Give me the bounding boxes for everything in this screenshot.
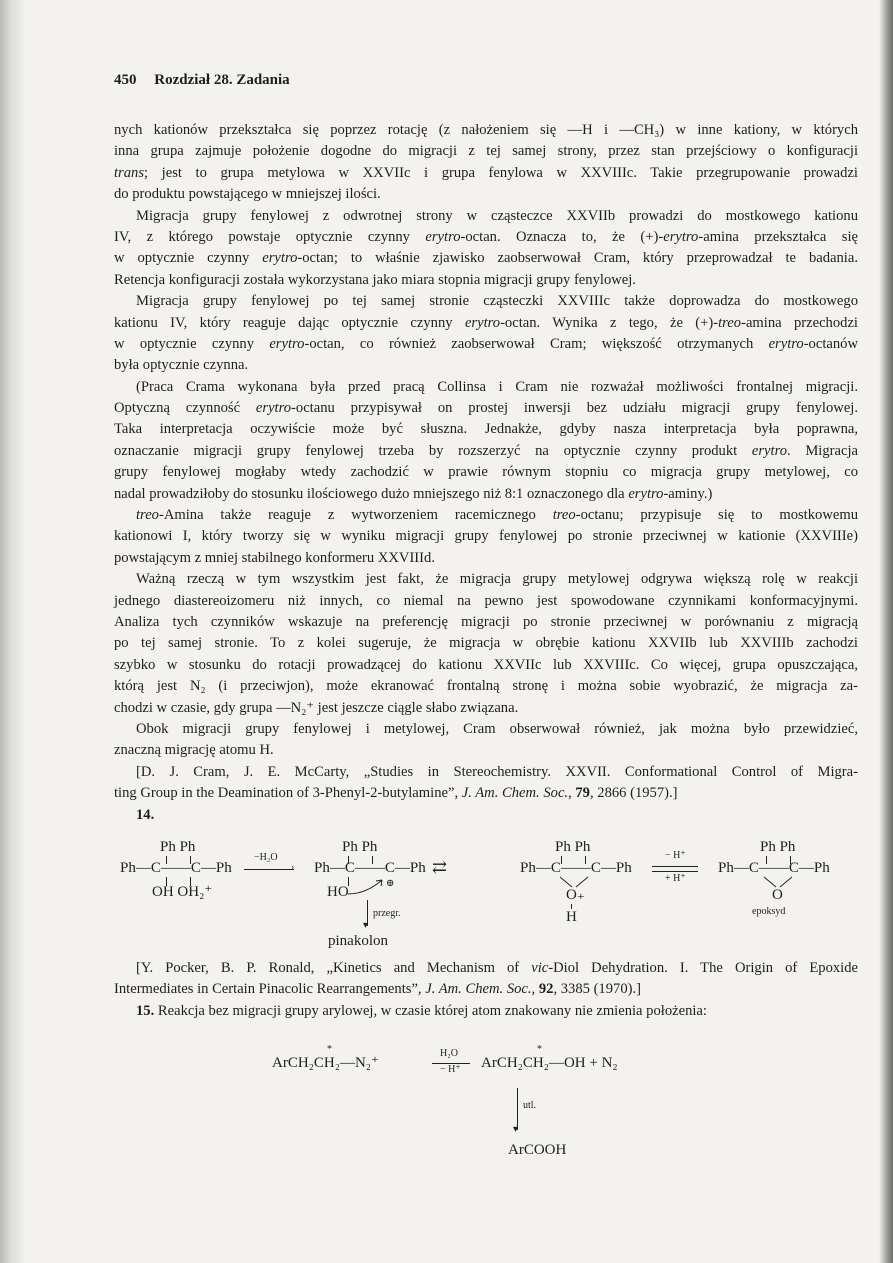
text: -octanu przypisywał on prostej inwersji bez udziału migracji grupy fenylowej.	[291, 400, 859, 417]
text-line	[114, 248, 858, 269]
text: (Praca Crama wykonana była przed pracą Collinsa i Cram nie rozważał możliwości frontalnej migracji.	[136, 378, 858, 395]
paragraph	[114, 206, 858, 292]
bold-text: 92	[538, 981, 554, 998]
paragraph	[114, 569, 858, 719]
text: . Migracja	[787, 442, 858, 459]
text-line	[114, 698, 858, 719]
final-product: ArCOOH	[508, 1142, 567, 1158]
text: IV, z którego powstaje optycznie czynny	[114, 228, 426, 245]
italic-text: treo	[136, 507, 159, 524]
reverse-arrow	[652, 871, 698, 872]
text: Taka interpretacja oczywiście może być słuszna. Jednakże, gdyby nasza interpretacja była poprawna,	[114, 421, 858, 438]
text: powstającym z mniej stabilnego konformeru XXVIIId.	[114, 549, 435, 566]
text: Intermediates in Certain Pinacolic Rearrangements”,	[114, 981, 426, 998]
equilibrium-arrow-icon: ⇄	[432, 857, 448, 877]
s3-oxonium: O₊	[566, 887, 585, 903]
s2-hydroxyl: HO	[327, 884, 349, 900]
text-line	[114, 313, 858, 334]
text-line	[114, 184, 858, 205]
reaction-arrow	[244, 869, 294, 870]
s3-phenyls: Ph Ph	[555, 839, 591, 855]
text: Migracja grupy fenylowej po tej samej stronie cząsteczki XXVIIIc także doprowadza do mostkowego	[136, 293, 858, 310]
text-line	[114, 206, 858, 227]
arrow3-top-label: − H⁺	[665, 850, 686, 861]
text: Ważną rzeczą w tym wszystkim jest fakt, że migracja grupy metylowej odgrywa większą rolę w reakcji	[136, 571, 858, 588]
text-line	[114, 291, 858, 312]
paragraph	[114, 958, 858, 1001]
s3-hydrogen: H	[566, 909, 577, 925]
curved-arrow-icon	[346, 876, 386, 898]
scan-shadow-left	[0, 0, 26, 1263]
italic-text: erytro	[464, 314, 501, 331]
text-line	[114, 441, 858, 462]
italic-text: vic	[531, 960, 549, 976]
arrow-head-icon: ▾	[513, 1124, 519, 1135]
text-line	[114, 1001, 858, 1022]
text-line	[114, 676, 858, 697]
s2-phenyls: Ph Ph	[342, 839, 378, 855]
chapter-title: Rozdział 28. Zadania	[154, 72, 290, 88]
paragraph	[114, 762, 858, 805]
reagent-label: H₂O	[440, 1048, 458, 1059]
text: oznaczanie migracji grupy fenylowej trzeba by rozszerzyć na optycznie czynny produkt	[114, 442, 752, 459]
text: grupy fenylowej mogłaby wtedy zachodzić w prawie równym stopniu co migracja grupy metylowej, co	[114, 464, 858, 481]
label-marker: *	[537, 1044, 542, 1055]
text: ,	[531, 981, 539, 998]
paragraph	[114, 291, 858, 377]
text-line	[114, 612, 858, 633]
text: -amina przekształca się	[698, 228, 858, 245]
text: jednego diastereoizomeru niż innych, co niemal na pewno jest spowodowane czynnikami konformacyjnymi.	[114, 592, 858, 609]
text: , 2866 (1957).]	[589, 785, 678, 802]
text-line	[114, 591, 858, 612]
paragraph	[114, 120, 858, 206]
s1-main-chain: Ph—C——C—Ph	[120, 860, 232, 876]
s4-main-chain: Ph—C——C—Ph	[718, 860, 830, 876]
text: Reakcja bez migracji grupy arylowej, w czasie której atom znakowany nie zmienia położenia:	[154, 1002, 707, 1019]
arrow-head-icon: ▾	[363, 920, 369, 931]
text: ,	[568, 785, 576, 802]
text: -amina przechodzi	[741, 314, 858, 331]
italic-text: treo	[552, 507, 576, 524]
italic-text: erytro	[262, 250, 298, 267]
text-line	[114, 655, 858, 676]
italic-text: erytro	[751, 442, 787, 459]
paragraph	[114, 377, 858, 505]
oxidation-label: utl.	[523, 1100, 537, 1111]
s1-hydroxyls: OH OH₂⁺	[152, 884, 213, 900]
arrow1-label: −H₂O	[254, 852, 278, 863]
body-text	[114, 120, 858, 826]
text: [Y. Pocker, B. P. Ronald, „Kinetics and Mechanism of	[136, 960, 532, 976]
text: znaczną migrację atomu H.	[114, 742, 274, 759]
text-line	[114, 505, 858, 526]
text: była optycznie czynna.	[114, 357, 249, 374]
text: w optycznie czynny	[114, 335, 270, 352]
italic-text: treo	[718, 314, 742, 331]
text-line	[114, 484, 858, 505]
text-line	[114, 398, 858, 419]
text-line	[114, 958, 858, 979]
text-line	[114, 805, 858, 826]
bold-text: 15.	[136, 1002, 155, 1019]
text-line	[114, 979, 858, 1000]
text-line	[114, 762, 858, 783]
label-marker: *	[327, 1044, 332, 1055]
bold-text: 14.	[136, 806, 155, 823]
arrow-head-icon: ›	[291, 862, 295, 873]
text: ; jest to grupa metylowa w XXVIIc i grupa fenylowa w XXVIIIc. Takie przegrupowanie prowadzi	[144, 164, 858, 181]
text: -aminy.)	[663, 485, 713, 502]
text-line	[114, 419, 858, 440]
text: po tej samej stronie. To z kolei sugeruje, że migracja w obrębie kationu XXVIIb lub XXVIIIb zachodzi	[114, 635, 858, 652]
reactant: ArCH₂CH₂—N₂⁺	[272, 1055, 379, 1071]
text-line	[114, 355, 858, 376]
text: , 3385 (1970).]	[553, 981, 641, 998]
text: którą jest N₂ (i przeciwjon), może ekranować frontalną stronę i można sobie wyobrazić, że migracja za-	[114, 678, 858, 695]
text-line	[114, 740, 858, 761]
forward-arrow	[652, 866, 698, 867]
italic-text: erytro	[269, 335, 305, 352]
text: chodzi w czasie, gdy grupa —N₂⁺ jest jeszcze ciągle słabo związana.	[114, 699, 519, 716]
text-line	[114, 163, 858, 184]
paragraph	[114, 505, 858, 569]
product: ArCH₂CH₂—OH + N₂	[481, 1055, 618, 1071]
text: inna grupa zajmuje położenie dogodne do migracji z tej samej strony, przez stan przejściowy o konfiguracji	[114, 143, 858, 160]
text: Analiza tych czynników wskazuje na preferencję migracji po stronie przeciwnej w porównaniu z migracją	[114, 613, 858, 630]
text: kationu IV, który reaguje dając optycznie czynny	[114, 314, 465, 331]
text: -octan. Wynika z tego, że (+)-	[500, 314, 719, 331]
text: Migracja grupy fenylowej z odwrotnej strony w cząsteczce XXVIIb prowadzi do mostkowego kationu	[136, 207, 858, 224]
text: nadal prowadziłoby do stosunku ilościowego dużo mniejszego niż 8:1 oznaczonego dla	[114, 485, 629, 502]
paragraph	[114, 805, 858, 826]
text: [D. J. Cram, J. E. McCarty, „Studies in Stereochemistry. XXVII. Conformational Control of Migra-	[136, 763, 858, 780]
paragraph	[114, 719, 858, 762]
text-line	[114, 227, 858, 248]
text: -octan; to właśnie zjawisko zaobserwował Cram, który przeprowadzał te badania.	[297, 250, 858, 267]
references-and-problem-15	[114, 958, 858, 1022]
text-line	[114, 334, 858, 355]
text: -Diol Dehydration. I. The Origin of Epoxide	[548, 960, 858, 976]
text-line	[114, 377, 858, 398]
arrow3-bottom-label: + H⁺	[665, 873, 686, 884]
text-line	[114, 719, 858, 740]
text: do produktu powstającego w mniejszej ilości.	[114, 186, 381, 203]
text: Retencja konfiguracji została wykorzystana jako miara stopnia migracji grupy fenylowej.	[114, 271, 636, 288]
text-line	[114, 569, 858, 590]
text: Optyczną czynność	[114, 400, 256, 417]
text: w optycznie czynny	[114, 250, 263, 267]
text-line	[114, 548, 858, 569]
text-line	[114, 141, 858, 162]
scan-shadow-right	[879, 0, 893, 1263]
text-line	[114, 462, 858, 483]
italic-text: J. Am. Chem. Soc.	[461, 785, 569, 802]
rearrangement-label: przegr.	[373, 908, 401, 919]
epoxide-label: epoksyd	[752, 906, 786, 917]
text-line	[114, 783, 858, 804]
s4-phenyls: Ph Ph	[760, 839, 796, 855]
italic-text: J. Am. Chem. Soc.	[425, 981, 532, 998]
italic-text: erytro	[768, 335, 804, 352]
text-line	[114, 633, 858, 654]
text: szybko w stosunku do rotacji prowadzącej do kationu XXVIIc lub XXVIIIc. Co więcej, grupa opuszczająca,	[114, 656, 858, 673]
text: -octanów	[803, 335, 858, 352]
text: -octanu; przypisuje się to mostkowemu	[575, 507, 858, 524]
s4-oxygen: O	[772, 887, 783, 903]
text-line	[114, 270, 858, 291]
italic-text: erytro	[663, 228, 699, 245]
italic-text: trans	[114, 164, 145, 181]
bold-text: 79	[575, 785, 590, 802]
text: ting Group in the Deamination of 3-Phenyl-2-butylamine”,	[114, 785, 462, 802]
italic-text: erytro	[628, 485, 664, 502]
text: -Amina także reaguje z wytworzeniem racemicznego	[158, 507, 553, 524]
text: Obok migracji grupy fenylowej i metylowej, Cram obserwował również, jak można było przewidzieć,	[136, 720, 858, 737]
text: kationowi I, który tworzy się w wyniku migracji grupy fenylowej po stronie przeciwnej w kationie (XXVIIIe)	[114, 528, 858, 545]
s3-main-chain: Ph—C——C—Ph	[520, 860, 632, 876]
text: nych kationów przekształca się poprzez rotację (z nałożeniem się —H i —CH₃) w inne kationy, w których	[114, 122, 858, 138]
s2-main-chain: Ph—C——C—Ph	[314, 860, 426, 876]
italic-text: erytro	[255, 400, 292, 417]
s2-carbocation: ⊕	[386, 878, 395, 889]
page-number: 450	[114, 72, 137, 88]
running-header	[114, 72, 290, 89]
paragraph	[114, 1001, 858, 1022]
text-line	[114, 120, 858, 141]
byproduct-label: − H⁺	[440, 1064, 461, 1075]
text: -octan. Oznacza to, że (+)-	[460, 228, 664, 245]
pinacolone-label: pinakolon	[328, 933, 388, 949]
s1-phenyls: Ph Ph	[160, 839, 196, 855]
italic-text: erytro	[425, 228, 461, 245]
text-line	[114, 526, 858, 547]
text: -octan, co również zaobserwował Cram; większość otrzymanych	[304, 335, 769, 352]
